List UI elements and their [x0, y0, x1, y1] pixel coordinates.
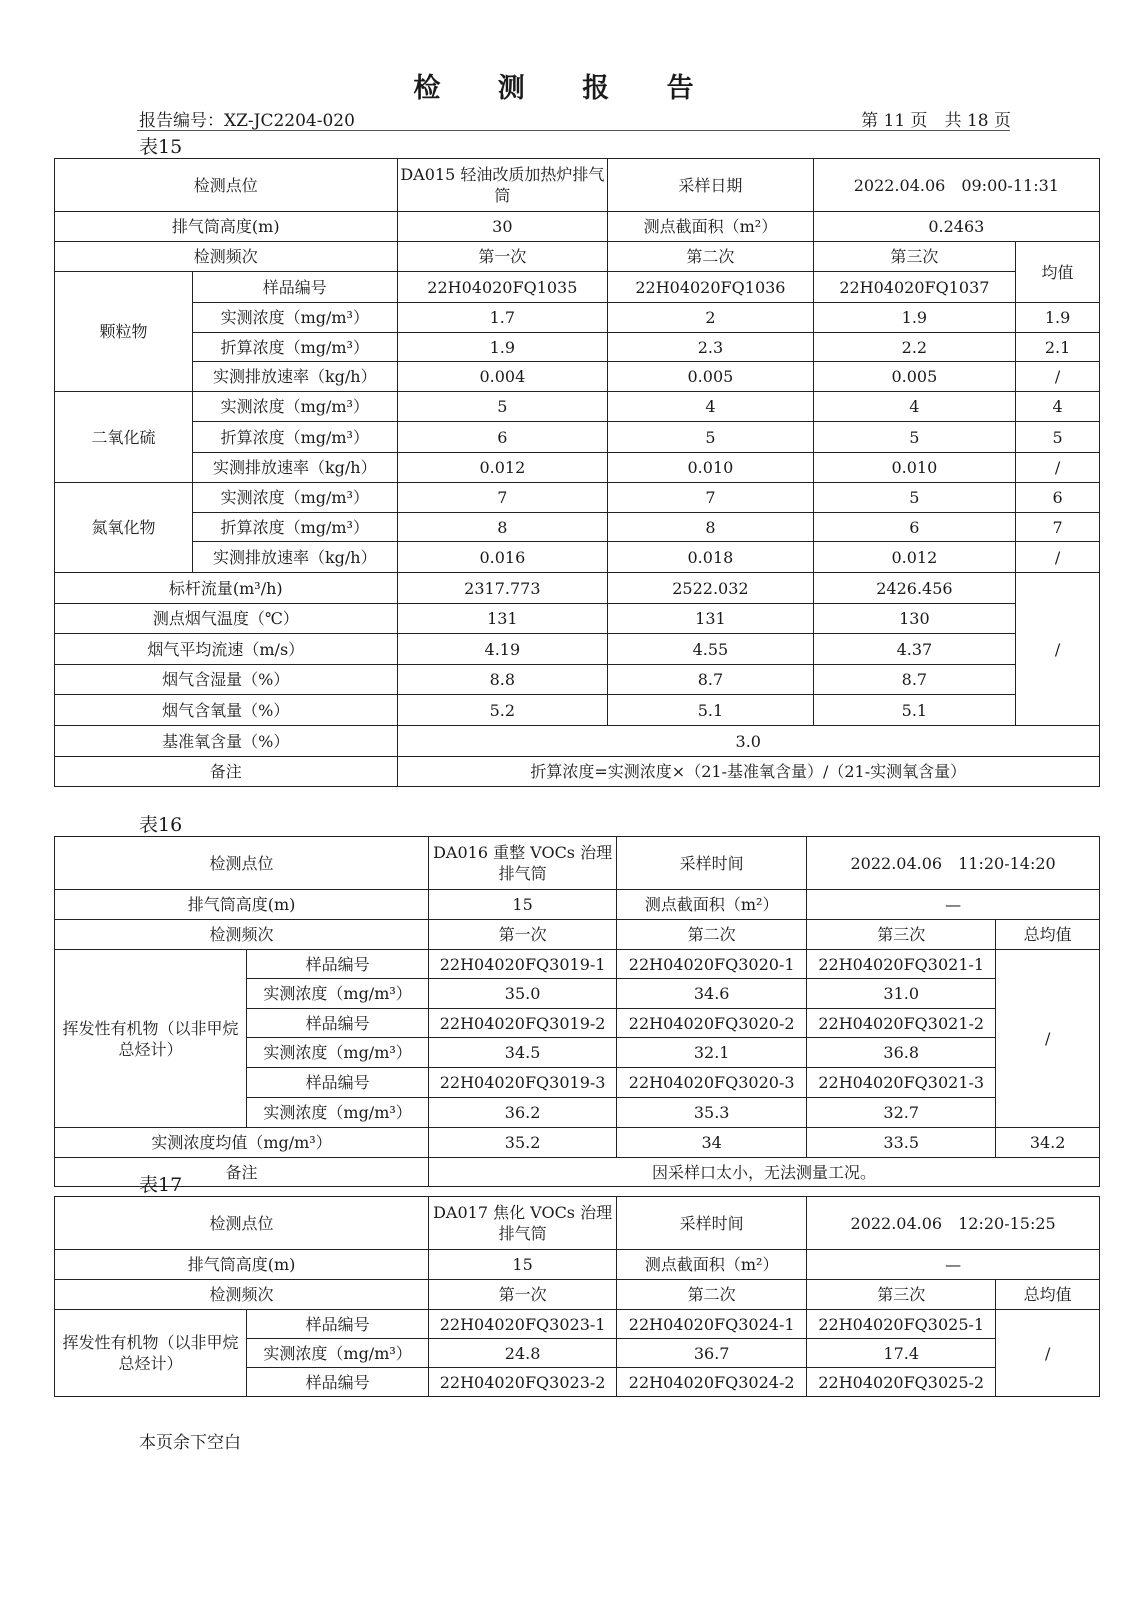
sample-no-header: 样品编号 — [247, 1368, 429, 1397]
cell: 24.8 — [429, 1339, 617, 1368]
cell: / — [1016, 573, 1100, 726]
run-3-header: 第三次 — [807, 1280, 996, 1310]
cell: 4.37 — [813, 634, 1015, 665]
sample-no: 22H04020FQ3020-2 — [617, 1009, 807, 1038]
run-1-header: 第一次 — [429, 1280, 617, 1310]
point-header: 检测点位 — [55, 837, 429, 890]
cell: 0.016 — [397, 542, 608, 573]
cell: 36.2 — [429, 1098, 617, 1128]
table-16-label: 表16 — [139, 814, 183, 836]
cell: 131 — [397, 604, 608, 634]
cell: 8 — [608, 513, 814, 542]
sample-no-header: 样品编号 — [247, 1068, 429, 1098]
run-3-header: 第三次 — [807, 920, 996, 950]
cell: 0.004 — [397, 362, 608, 392]
point-value: DA015 轻油改质加热炉排气筒 — [397, 159, 608, 212]
flow-label: 标杆流量(m³/h) — [55, 573, 398, 604]
cell: 4 — [1016, 392, 1100, 422]
velocity-label: 烟气平均流速（m/s） — [55, 634, 398, 665]
area-value: 0.2463 — [813, 212, 1099, 242]
height-header: 排气筒高度(m) — [55, 1250, 429, 1280]
cell: 2.2 — [813, 333, 1015, 362]
frequency-header: 检测频次 — [55, 1280, 429, 1310]
measured-conc-label: 实测浓度（mg/m³） — [193, 483, 398, 513]
remarks-value: 因采样口太小，无法测量工况。 — [429, 1158, 1100, 1187]
cell: / — [996, 950, 1100, 1128]
cell: 32.7 — [807, 1098, 996, 1128]
converted-conc-label: 折算浓度（mg/m³） — [193, 333, 398, 362]
height-header: 排气筒高度(m) — [55, 890, 429, 920]
report-title: 检 测 报 告 — [413, 73, 718, 104]
cell: 2.3 — [608, 333, 814, 362]
remarks-label: 备注 — [55, 757, 398, 787]
sample-no: 22H04020FQ3020-3 — [617, 1068, 807, 1098]
base-oxygen-value: 3.0 — [397, 726, 1099, 757]
cell: 5 — [397, 392, 608, 422]
date-value: 2022.04.06 09:00-11:31 — [813, 159, 1099, 212]
cell: 35.2 — [429, 1128, 617, 1158]
area-header: 测点截面积（m²） — [617, 1250, 807, 1280]
cell: 0.005 — [813, 362, 1015, 392]
run-1-header: 第一次 — [397, 242, 608, 272]
measured-conc-label: 实测浓度（mg/m³） — [247, 1098, 429, 1128]
cell: 2.1 — [1016, 333, 1100, 362]
cell: 7 — [1016, 513, 1100, 542]
moisture-label: 烟气含湿量（%） — [55, 665, 398, 695]
sample-no: 22H04020FQ3023-1 — [429, 1310, 617, 1339]
cell: 4.55 — [608, 634, 814, 665]
height-value: 30 — [397, 212, 608, 242]
cell: / — [1016, 542, 1100, 573]
cell: 7 — [397, 483, 608, 513]
mean-conc-label: 实测浓度均值（mg/m³） — [55, 1128, 429, 1158]
cell: 0.010 — [608, 453, 814, 483]
cell: 6 — [1016, 483, 1100, 513]
cell: 130 — [813, 604, 1015, 634]
point-value: DA016 重整 VOCs 治理排气筒 — [429, 837, 617, 890]
cell: 2522.032 — [608, 573, 814, 604]
cell: 4.19 — [397, 634, 608, 665]
sample-no: 22H04020FQ3025-1 — [807, 1310, 996, 1339]
nox-label: 氮氧化物 — [55, 483, 193, 573]
page-number: 第 11 页 共 18 页 — [861, 111, 1011, 131]
temperature-label: 测点烟气温度（℃） — [55, 604, 398, 634]
cell: 5.1 — [608, 695, 814, 726]
cell: 5 — [813, 483, 1015, 513]
cell: 5.2 — [397, 695, 608, 726]
sample-no: 22H04020FQ3021-2 — [807, 1009, 996, 1038]
cell: 31.0 — [807, 979, 996, 1009]
area-header: 测点截面积（m²） — [617, 890, 807, 920]
point-value: DA017 焦化 VOCs 治理排气筒 — [429, 1197, 617, 1250]
total-average-header: 总均值 — [996, 1280, 1100, 1310]
sample-no-header: 样品编号 — [193, 272, 398, 303]
time-value: 2022.04.06 12:20-15:25 — [807, 1197, 1100, 1250]
cell: / — [1016, 362, 1100, 392]
cell: 2317.773 — [397, 573, 608, 604]
cell: 34 — [617, 1128, 807, 1158]
converted-conc-label: 折算浓度（mg/m³） — [193, 513, 398, 542]
table-16 — [54, 836, 1100, 1187]
cell: 1.9 — [1016, 303, 1100, 333]
table-17-label: 表17 — [139, 1174, 183, 1196]
sample-no: 22H04020FQ3020-1 — [617, 950, 807, 979]
cell: 5 — [813, 422, 1015, 453]
cell: 1.9 — [813, 303, 1015, 333]
cell: 4 — [608, 392, 814, 422]
report-number: 报告编号：XZ-JC2204-020 — [139, 111, 355, 131]
sample-no: 22H04020FQ1036 — [608, 272, 814, 303]
cell: 17.4 — [807, 1339, 996, 1368]
page-end-note: 本页余下空白 — [139, 1433, 241, 1453]
cell: 1.9 — [397, 333, 608, 362]
area-value: — — [807, 1250, 1100, 1280]
cell: 2426.456 — [813, 573, 1015, 604]
measured-conc-label: 实测浓度（mg/m³） — [247, 1038, 429, 1068]
cell: 34.2 — [996, 1128, 1100, 1158]
date-header: 采样日期 — [608, 159, 814, 212]
measured-conc-label: 实测浓度（mg/m³） — [247, 979, 429, 1009]
cell: 6 — [813, 513, 1015, 542]
cell: 34.6 — [617, 979, 807, 1009]
height-header: 排气筒高度(m) — [55, 212, 398, 242]
run-2-header: 第二次 — [617, 920, 807, 950]
cell: 6 — [397, 422, 608, 453]
sample-no: 22H04020FQ3024-2 — [617, 1368, 807, 1397]
cell: 8 — [397, 513, 608, 542]
remarks-label: 备注 — [55, 1158, 429, 1187]
cell: 5.1 — [813, 695, 1015, 726]
sample-no-header: 样品编号 — [247, 1009, 429, 1038]
voc-label: 挥发性有机物（以非甲烷总烃计） — [55, 950, 247, 1128]
cell: 2 — [608, 303, 814, 333]
oxygen-label: 烟气含氧量（%） — [55, 695, 398, 726]
cell: / — [996, 1310, 1100, 1397]
cell: 4 — [813, 392, 1015, 422]
cell: 8.7 — [608, 665, 814, 695]
sample-no: 22H04020FQ3025-2 — [807, 1368, 996, 1397]
cell: 35.3 — [617, 1098, 807, 1128]
average-header: 均值 — [1016, 242, 1100, 303]
cell: 8.7 — [813, 665, 1015, 695]
frequency-header: 检测频次 — [55, 242, 398, 272]
voc-label: 挥发性有机物（以非甲烷总烃计） — [55, 1310, 247, 1397]
cell: 0.010 — [813, 453, 1015, 483]
cell: 33.5 — [807, 1128, 996, 1158]
cell: 34.5 — [429, 1038, 617, 1068]
time-value: 2022.04.06 11:20-14:20 — [807, 837, 1100, 890]
cell: / — [1016, 453, 1100, 483]
cell: 0.005 — [608, 362, 814, 392]
sample-no: 22H04020FQ3019-2 — [429, 1009, 617, 1038]
frequency-header: 检测频次 — [55, 920, 429, 950]
total-average-header: 总均值 — [996, 920, 1100, 950]
header-divider — [137, 130, 1010, 131]
height-value: 15 — [429, 890, 617, 920]
emission-rate-label: 实测排放速率（kg/h） — [193, 542, 398, 573]
table-17 — [54, 1196, 1100, 1397]
remarks-value: 折算浓度=实测浓度×（21-基准氧含量）/（21-实测氧含量） — [397, 757, 1099, 787]
run-2-header: 第二次 — [617, 1280, 807, 1310]
cell: 0.012 — [813, 542, 1015, 573]
base-oxygen-label: 基准氧含量（%） — [55, 726, 398, 757]
run-1-header: 第一次 — [429, 920, 617, 950]
cell: 0.018 — [608, 542, 814, 573]
sample-no: 22H04020FQ1037 — [813, 272, 1015, 303]
cell: 35.0 — [429, 979, 617, 1009]
sample-no: 22H04020FQ1035 — [397, 272, 608, 303]
table-15 — [54, 158, 1100, 787]
point-header: 检测点位 — [55, 159, 398, 212]
run-2-header: 第二次 — [608, 242, 814, 272]
table-15-label: 表15 — [139, 136, 183, 158]
time-header: 采样时间 — [617, 837, 807, 890]
emission-rate-label: 实测排放速率（kg/h） — [193, 453, 398, 483]
time-header: 采样时间 — [617, 1197, 807, 1250]
sample-no: 22H04020FQ3024-1 — [617, 1310, 807, 1339]
cell: 5 — [608, 422, 814, 453]
sample-no: 22H04020FQ3019-1 — [429, 950, 617, 979]
particulate-label: 颗粒物 — [55, 272, 193, 392]
cell: 36.8 — [807, 1038, 996, 1068]
area-value: — — [807, 890, 1100, 920]
cell: 8.8 — [397, 665, 608, 695]
cell: 32.1 — [617, 1038, 807, 1068]
height-value: 15 — [429, 1250, 617, 1280]
area-header: 测点截面积（m²） — [608, 212, 814, 242]
sample-no: 22H04020FQ3023-2 — [429, 1368, 617, 1397]
cell: 36.7 — [617, 1339, 807, 1368]
so2-label: 二氧化硫 — [55, 392, 193, 483]
cell: 7 — [608, 483, 814, 513]
measured-conc-label: 实测浓度（mg/m³） — [247, 1339, 429, 1368]
run-3-header: 第三次 — [813, 242, 1015, 272]
cell: 5 — [1016, 422, 1100, 453]
sample-no-header: 样品编号 — [247, 950, 429, 979]
measured-conc-label: 实测浓度（mg/m³） — [193, 392, 398, 422]
emission-rate-label: 实测排放速率（kg/h） — [193, 362, 398, 392]
converted-conc-label: 折算浓度（mg/m³） — [193, 422, 398, 453]
measured-conc-label: 实测浓度（mg/m³） — [193, 303, 398, 333]
sample-no: 22H04020FQ3021-3 — [807, 1068, 996, 1098]
cell: 1.7 — [397, 303, 608, 333]
cell: 131 — [608, 604, 814, 634]
sample-no: 22H04020FQ3019-3 — [429, 1068, 617, 1098]
point-header: 检测点位 — [55, 1197, 429, 1250]
cell: 0.012 — [397, 453, 608, 483]
sample-no: 22H04020FQ3021-1 — [807, 950, 996, 979]
sample-no-header: 样品编号 — [247, 1310, 429, 1339]
